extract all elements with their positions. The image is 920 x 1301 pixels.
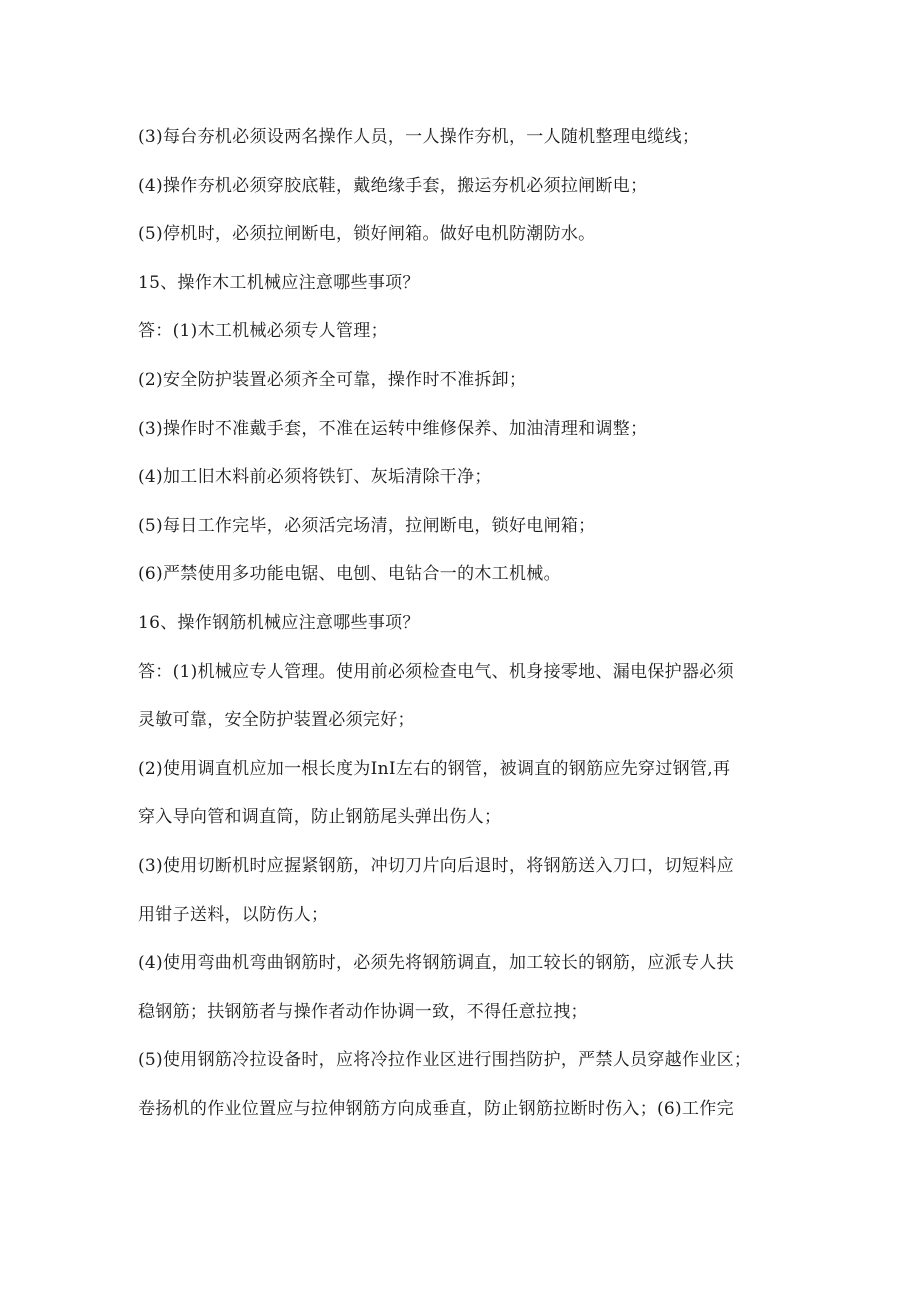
document-body bbox=[138, 113, 798, 1133]
text-line: (3)操作时不准戴手套，不准在运转中维修保养、加油清理和调整； bbox=[138, 418, 648, 439]
question-heading: 16、操作钢筋机械应注意哪些事项？ bbox=[138, 612, 420, 633]
text-line: (5)停机时，必须拉闸断电，锁好闸箱。做好电机防潮防水。 bbox=[138, 224, 596, 245]
text-line: (3)每台夯机必须设两名操作人员，一人操作夯机，一人随机整理电缆线； bbox=[138, 127, 700, 147]
text-line: (5)每日工作完毕，必须活完场清，拉闸断电，锁好电闸箱； bbox=[138, 515, 596, 536]
text-line: (4)操作夯机必须穿胶底鞋，戴绝缘手套，搬运夯机必须拉闸断电； bbox=[138, 175, 648, 196]
text-line: (3)使用切断机时应握紧钢筋，冲切刀片向后退时，将钢筋送入刀口，切短料应 bbox=[138, 855, 734, 876]
text-line: 用钳子送料，以防伤人； bbox=[138, 904, 329, 925]
text-line: (6)严禁使用多功能电锯、电刨、电钻合一的木工机械。 bbox=[138, 564, 561, 585]
text-line: 答：(1)机械应专人管理。使用前必须检查电气、机身接零地、漏电保护器必须 bbox=[138, 661, 734, 682]
text-line: 穿入导向管和调直筒，防止钢筋尾头弹出伤人； bbox=[138, 807, 502, 828]
text-line: 卷扬机的作业位置应与拉伸钢筋方向成垂直，防止钢筋拉断时伤入；(6)工作完 bbox=[138, 1098, 734, 1119]
text-line: (4)加工旧木料前必须将铁钉、灰垢清除干净； bbox=[138, 467, 492, 488]
text-line: (2)使用调直机应加一根长度为InI左右的钢管，被调直的钢筋应先穿过钢管,再 bbox=[138, 758, 731, 779]
question-heading: 15、操作木工机械应注意哪些事项？ bbox=[138, 272, 420, 293]
text-line: 灵敏可靠，安全防护装置必须完好； bbox=[138, 710, 415, 731]
text-line: 答：(1)木工机械必须专人管理； bbox=[138, 321, 388, 342]
text-line: (2)安全防护装置必须齐全可靠，操作时不准拆卸； bbox=[138, 369, 527, 390]
text-line: 稳钢筋；扶钢筋者与操作者动作协调一致，不得任意拉拽； bbox=[138, 1001, 588, 1022]
text-line: (5)使用钢筋冷拉设备时，应将冷拉作业区进行围挡防护，严禁人员穿越作业区； bbox=[138, 1050, 752, 1071]
text-line: (4)使用弯曲机弯曲钢筋时，必须先将钢筋调直，加工较长的钢筋，应派专人扶 bbox=[138, 953, 734, 974]
